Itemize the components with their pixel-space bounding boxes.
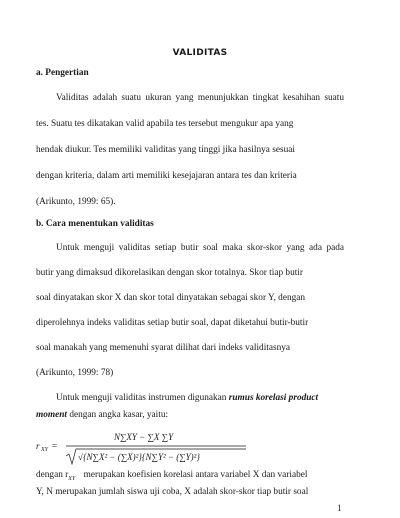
page-number: 1 [337, 503, 342, 513]
section-b-line-6: (Arikunto, 1999: 78) [36, 368, 114, 378]
method-suffix: dengan angka kasar, yaitu: [67, 410, 169, 420]
section-a-heading: a. Pengertian [36, 68, 89, 78]
section-a-line-5: (Arikunto, 1999: 65). [36, 197, 116, 207]
section-b-line-1: Untuk menguji validitas setiap butir soal maka skor-skor yang ada pada [56, 243, 344, 253]
section-b-line-4: diperolehnya indeks validitas setiap butir soal, dapat diketahui butir-butir [36, 318, 309, 328]
after-line-1 [36, 470, 344, 482]
section-a-line-3: hendak diukur. Tes memiliki validitas yang tinggi jika hasilnya sesuai [36, 145, 295, 155]
section-a-line-2: tes. Suatu tes dikatakan valid apabila tes tersebut mengukur apa yang [36, 119, 294, 129]
after-line-1-rest: merupakan koefisien korelasi antara variabel X dan variabel [83, 470, 308, 480]
formula-numerator: N∑XY − ∑X ∑Y [114, 432, 174, 442]
section-b-heading: b. Cara menentukan validitas [36, 219, 154, 229]
formula-lhs: r [36, 441, 40, 451]
formula-svg [36, 428, 296, 468]
formula-denominator: √{N∑X² − (∑X)²}{N∑Y² − (∑Y)²} [78, 452, 200, 462]
section-b-line-3: soal dinyatakan skor X dan skor total dinyatakan sebagai skor Y, dengan [36, 293, 306, 303]
section-b-line-5: soal manakah yang memenuhi syarat dilihat dari indeks validitasnya [36, 343, 291, 353]
after-line-1-sub: XY [68, 475, 76, 482]
page-title: VALIDITAS [172, 48, 228, 58]
formula-lhs-sub: XY [41, 447, 49, 453]
method-line-1 [56, 393, 344, 403]
method-bold-2: moment [36, 410, 67, 420]
method-bold-1: rumus korelasi product [228, 393, 319, 403]
section-a-line-4: dengan kriteria, dalam arti memiliki kesejajaran antara tes dan kriteria [36, 171, 297, 181]
after-line-1-prefix: dengan r [36, 470, 69, 480]
method-line-2 [36, 410, 344, 420]
section-a-line-1: Validitas adalah suatu ukuran yang menunjukkan tingkat kesahihan suatu [56, 93, 344, 103]
section-b-line-2: butir yang dimaksud dikorelasikan dengan skor totalnya. Skor tiap butir [36, 268, 303, 278]
correlation-formula [36, 428, 296, 468]
formula-equals: = [52, 441, 58, 451]
method-prefix: Untuk menguji validitas instrumen digunakan [56, 393, 229, 403]
after-line-2: Y, N merupakan jumlah siswa uji coba, X adalah skor-skor tiap butir soal [36, 487, 309, 497]
